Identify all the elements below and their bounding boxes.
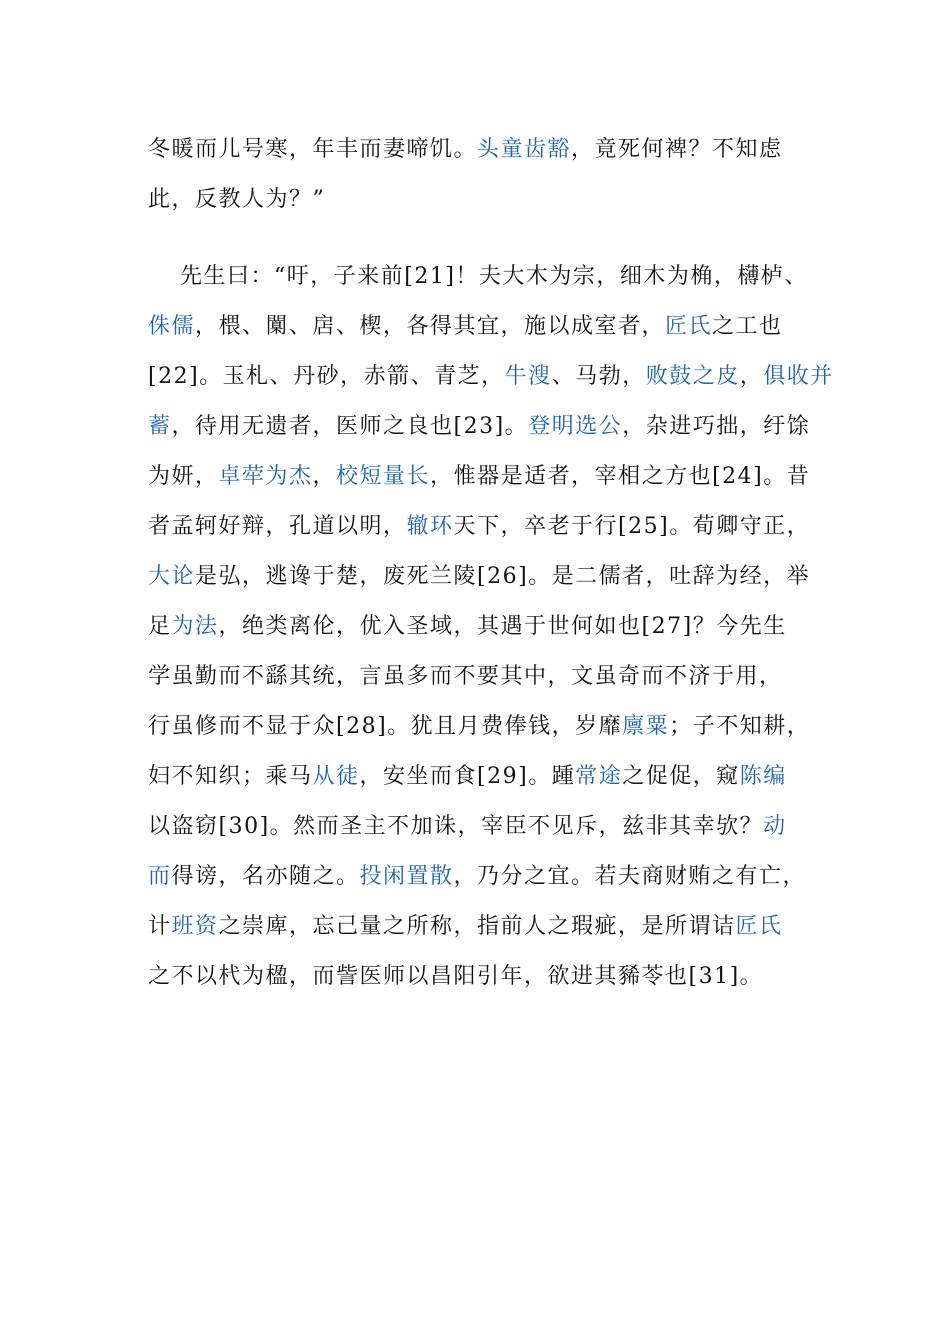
text-line bbox=[148, 752, 828, 802]
text-segment: 者孟轲好辩，孔道以明， bbox=[148, 514, 407, 539]
highlighted-term: 登明选公 bbox=[528, 414, 623, 439]
text-line bbox=[148, 602, 828, 652]
text-segment: 之促促，窥 bbox=[622, 764, 740, 789]
text-line bbox=[148, 452, 828, 502]
highlighted-term: 匠氏 bbox=[735, 914, 783, 939]
text-segment: 之崇庳，忘己量之所称，指前人之瑕疵，是所谓诘 bbox=[218, 914, 736, 939]
highlighted-term: 牛溲 bbox=[504, 364, 552, 389]
highlighted-term: 侏儒 bbox=[148, 314, 196, 339]
text-segment: 此，反教人为？” bbox=[148, 187, 326, 212]
paragraph-2 bbox=[148, 252, 834, 1002]
highlighted-term: 校短量长 bbox=[336, 464, 431, 489]
text-segment: ，杂进巧拙，纡馀 bbox=[622, 414, 811, 439]
text-line bbox=[148, 175, 828, 225]
text-segment: ， bbox=[739, 364, 764, 389]
text-line bbox=[148, 352, 834, 402]
text-segment: 冬暖而儿号寒，年丰而妻啼饥。 bbox=[148, 137, 478, 162]
text-segment: ，椳、闑、扂、楔，各得其宜，施以成室者， bbox=[195, 314, 666, 339]
highlighted-term: 败鼓之皮 bbox=[645, 364, 740, 389]
text-segment: 以盗窃[30]。然而圣主不加诛，宰臣不见斥，兹非其幸欤？ bbox=[148, 814, 764, 839]
text-segment: 学虽勤而不繇其统，言虽多而不要其中，文虽奇而不济于用， bbox=[148, 664, 783, 689]
text-segment: 天下，卒老于行[25]。荀卿守正， bbox=[453, 514, 811, 539]
highlighted-term: 辙环 bbox=[406, 514, 454, 539]
paragraph-1 bbox=[148, 125, 828, 225]
text-line bbox=[148, 125, 828, 175]
text-segment: ， bbox=[312, 464, 337, 489]
text-segment: 行虽修而不显于众[28]。犹且月费俸钱，岁靡 bbox=[148, 714, 623, 739]
text-line bbox=[148, 252, 828, 302]
highlighted-term: 而 bbox=[148, 864, 172, 889]
highlighted-term: 蓄 bbox=[148, 414, 172, 439]
highlighted-term: 常途 bbox=[575, 764, 623, 789]
highlighted-term: 匠氏 bbox=[665, 314, 713, 339]
text-segment: 妇不知织；乘马 bbox=[148, 764, 313, 789]
text-line bbox=[148, 952, 828, 1002]
text-line bbox=[148, 802, 828, 852]
text-line bbox=[148, 652, 828, 702]
text-segment: ，绝类离伦，优入圣域，其遇于世何如也[27]？今先生 bbox=[218, 614, 787, 639]
text-line bbox=[148, 402, 828, 452]
highlighted-term: 陈编 bbox=[739, 764, 787, 789]
text-segment: ，乃分之宜。若夫商财贿之有亡， bbox=[453, 864, 807, 889]
text-segment: ，惟器是适者，宰相之方也[24]。昔 bbox=[430, 464, 811, 489]
text-segment: ；子不知耕， bbox=[669, 714, 811, 739]
text-segment: 足 bbox=[148, 614, 172, 639]
text-line bbox=[148, 302, 828, 352]
highlighted-term: 动 bbox=[763, 814, 787, 839]
text-line bbox=[148, 502, 828, 552]
text-line bbox=[148, 702, 828, 752]
highlighted-term: 为法 bbox=[171, 614, 219, 639]
highlighted-term: 班资 bbox=[171, 914, 219, 939]
text-segment: ，竟死何裨？不知虑 bbox=[571, 137, 783, 162]
text-line bbox=[148, 852, 828, 902]
highlighted-term: 廪粟 bbox=[622, 714, 670, 739]
text-segment: 之工也 bbox=[712, 314, 783, 339]
highlighted-term: 投闲置散 bbox=[359, 864, 454, 889]
highlighted-term: 俱收并 bbox=[763, 364, 834, 389]
text-segment: [22]。玉札、丹砂，赤箭、青芝， bbox=[148, 364, 505, 389]
text-line bbox=[148, 552, 828, 602]
text-segment: ，安坐而食[29]。踵 bbox=[359, 764, 576, 789]
text-segment: ，待用无遗者，医师之良也[23]。 bbox=[171, 414, 529, 439]
highlighted-term: 卓荦为杰 bbox=[218, 464, 313, 489]
text-segment: 得谤，名亦随之。 bbox=[171, 864, 360, 889]
text-segment: 先生曰：“吁，子来前[21]！夫大木为宗，细木为桷，欂栌、 bbox=[180, 264, 808, 289]
text-segment: 计 bbox=[148, 914, 172, 939]
highlighted-term: 头童齿豁 bbox=[477, 137, 572, 162]
text-segment: 、马勃， bbox=[551, 364, 646, 389]
highlighted-term: 从徒 bbox=[312, 764, 360, 789]
text-segment: 为妍， bbox=[148, 464, 219, 489]
highlighted-term: 大论 bbox=[148, 564, 196, 589]
text-segment: 之不以杙为楹，而訾医师以昌阳引年，欲进其豨苓也[31]。 bbox=[148, 964, 764, 989]
text-line bbox=[148, 902, 828, 952]
text-segment: 是弘，逃谗于楚，废死兰陵[26]。是二儒者，吐辞为经，举 bbox=[195, 564, 811, 589]
